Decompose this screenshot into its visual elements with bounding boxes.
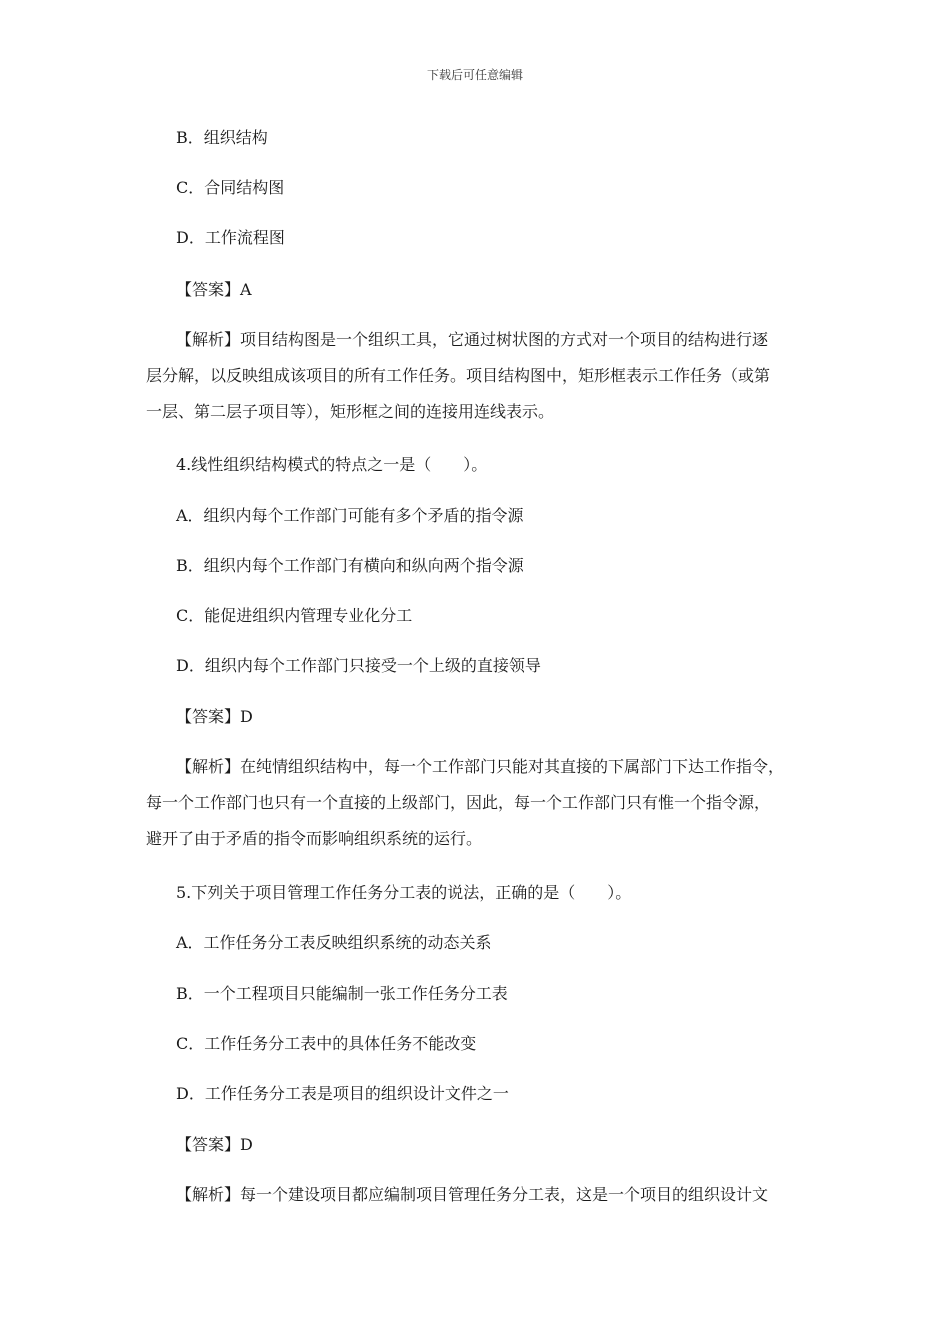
q3-answer: 【答案】A bbox=[176, 280, 252, 299]
q5-analysis-line-1: 【解析】每一个建设项目都应编制项目管理任务分工表，这是一个项目的组织设计文 bbox=[176, 1185, 769, 1204]
q4-option-b: B．组织内每个工作部门有横向和纵向两个指令源 bbox=[176, 556, 524, 575]
q3-option-b: B．组织结构 bbox=[176, 128, 268, 147]
q3-analysis-line-2: 层分解，以反映组成该项目的所有工作任务。项目结构图中，矩形框表示工作任务（或第 bbox=[146, 366, 771, 385]
q3-analysis-line-3: 一层、第二层子项目等），矩形框之间的连接用连线表示。 bbox=[146, 402, 555, 421]
q4-option-d: D．组织内每个工作部门只接受一个上级的直接领导 bbox=[176, 656, 541, 675]
q4-analysis bbox=[146, 757, 810, 849]
q4-analysis-line-1: 【解析】在纯情组织结构中，每一个工作部门只能对其直接的下属部门下达工作指令， bbox=[176, 757, 785, 776]
q4-question: 4.线性组织结构模式的特点之一是（ ）。 bbox=[176, 455, 488, 474]
q5-option-c: C．工作任务分工表中的具体任务不能改变 bbox=[176, 1034, 477, 1053]
header-note: 下载后可任意编辑 bbox=[426, 68, 523, 82]
q4-option-a: A．组织内每个工作部门可能有多个矛盾的指令源 bbox=[176, 506, 524, 525]
q3-analysis bbox=[146, 330, 810, 422]
q4-option-c: C．能促进组织内管理专业化分工 bbox=[176, 606, 413, 625]
q3-option-c: C．合同结构图 bbox=[176, 178, 285, 197]
q3-analysis-line-1: 【解析】项目结构图是一个组织工具，它通过树状图的方式对一个项目的结构进行逐 bbox=[176, 330, 769, 349]
q5-option-b: B．一个工程项目只能编制一张工作任务分工表 bbox=[176, 984, 508, 1003]
q5-option-a: A．工作任务分工表反映组织系统的动态关系 bbox=[176, 933, 492, 952]
q5-answer: 【答案】D bbox=[176, 1135, 253, 1154]
q5-option-d: D．工作任务分工表是项目的组织设计文件之一 bbox=[176, 1084, 509, 1103]
q3-option-d: D．工作流程图 bbox=[176, 228, 285, 247]
q4-analysis-line-2: 每一个工作部门也只有一个直接的上级部门，因此，每一个工作部门只有惟一个指令源， bbox=[146, 793, 771, 812]
q5-question: 5.下列关于项目管理工作任务分工表的说法，正确的是（ ）。 bbox=[176, 883, 632, 902]
q4-analysis-line-3: 避开了由于矛盾的指令而影响组织系统的运行。 bbox=[146, 829, 483, 848]
q4-answer: 【答案】D bbox=[176, 707, 253, 726]
